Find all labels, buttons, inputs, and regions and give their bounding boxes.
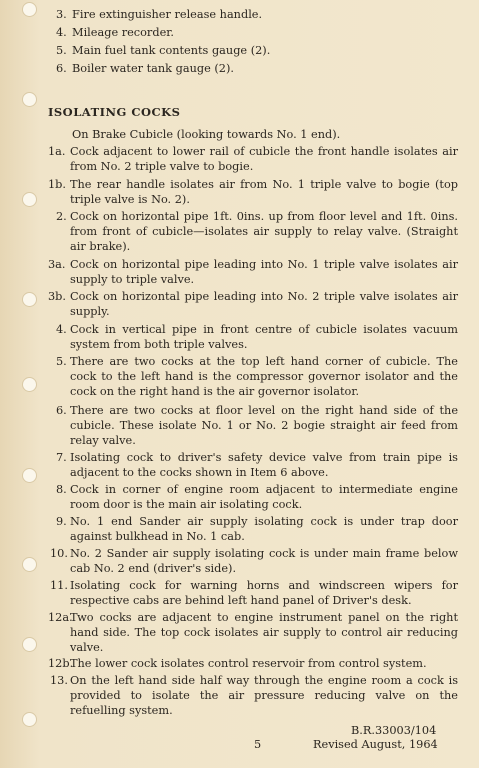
intro-line: On Brake Cubicle (looking towards No. 1 end). [72, 128, 341, 141]
item-text: Isolating cock for warning horns and windscreen wipers for respective cabs are behind left hand panel of Driver's desk. [70, 579, 458, 607]
item-number: 12a. [48, 611, 73, 624]
item-text: On the left hand side half way through the engine room a cock is provided to isolate the air pressure reducing valve on the refuelling system. [70, 674, 458, 717]
item-number: 5. [56, 44, 67, 57]
section-heading: ISOLATING COCKS [48, 105, 181, 119]
item-text: The rear handle isolates air from No. 1 triple valve to bogie (top triple valve is No. 2). [70, 178, 458, 206]
item-text: Main fuel tank contents gauge (2). [72, 44, 271, 57]
item-number: 5. [56, 355, 67, 368]
item-number: 8. [56, 483, 67, 496]
item-text: The lower cock isolates control reservoir from control system. [70, 657, 427, 670]
item-text: Mileage recorder. [72, 26, 175, 39]
item-number: 2. [56, 210, 67, 223]
item-text: Cock in vertical pipe in front centre of cubicle isolates vacuum system from both triple valves. [70, 323, 458, 351]
item-number: 4. [56, 26, 67, 39]
item-number: 10. [50, 547, 68, 560]
item-text: Two cocks are adjacent to engine instrument panel on the right hand side. The top cock isolates air supply to control air reducing valve. [70, 611, 458, 654]
item-text: Cock on horizontal pipe leading into No. 1 triple valve isolates air supply to triple valve. [70, 258, 458, 286]
binder-hole [22, 192, 37, 207]
item-number: 3b. [48, 290, 67, 303]
item-text: Cock adjacent to lower rail of cubicle the front handle isolates air from No. 2 triple valve to bogie. [70, 145, 458, 173]
item-number: 6. [56, 62, 67, 75]
item-number: 1b. [48, 178, 67, 191]
item-number: 9. [56, 515, 67, 528]
item-number: 12b. [48, 657, 74, 670]
item-text: Isolating cock to driver's safety device valve from train pipe is adjacent to the cocks shown in Item 6 above. [70, 451, 458, 479]
item-text: Boiler water tank gauge (2). [72, 62, 234, 75]
item-number: 3. [56, 8, 67, 21]
item-number: 4. [56, 323, 67, 336]
item-text: No. 1 end Sander air supply isolating cock is under trap door against bulkhead in No. 1 cab. [70, 515, 458, 543]
item-text: Fire extinguisher release handle. [72, 8, 263, 21]
item-number: 13. [50, 674, 68, 687]
item-number: 3a. [48, 258, 66, 271]
binder-hole [22, 712, 37, 727]
item-number: 11. [50, 579, 68, 592]
item-text: Cock on horizontal pipe leading into No. 2 triple valve isolates air supply. [70, 290, 458, 318]
binder-hole [22, 377, 37, 392]
document-reference: B.R.33003/104 [351, 724, 437, 737]
item-text: Cock on horizontal pipe 1ft. 0ins. up from floor level and 1ft. 0ins. from front of cubicle—isolates air supply to relay valve. (Straight air brake). [70, 210, 458, 253]
binder-hole [22, 637, 37, 652]
item-text: There are two cocks at the top left hand corner of cubicle. The cock to the left hand is the compressor governor isolator and the cock on the right hand is the air governor isolator. [70, 355, 458, 398]
binder-hole [22, 557, 37, 572]
page-number: 5 [254, 738, 262, 751]
binder-hole [22, 2, 37, 17]
item-number: 1a. [48, 145, 66, 158]
revision-date: Revised August, 1964 [313, 738, 438, 751]
item-number: 7. [56, 451, 67, 464]
item-number: 6. [56, 404, 67, 417]
item-text: There are two cocks at floor level on the right hand side of the cubicle. These isolate No. 1 or No. 2 bogie straight air feed from relay valve. [70, 404, 458, 447]
binder-hole [22, 292, 37, 307]
item-text: No. 2 Sander air supply isolating cock is under main frame below cab No. 2 end (driver's side). [70, 547, 458, 575]
binder-hole [22, 92, 37, 107]
item-text: Cock in corner of engine room adjacent to intermediate engine room door is the main air isolating cock. [70, 483, 458, 511]
binder-hole [22, 468, 37, 483]
